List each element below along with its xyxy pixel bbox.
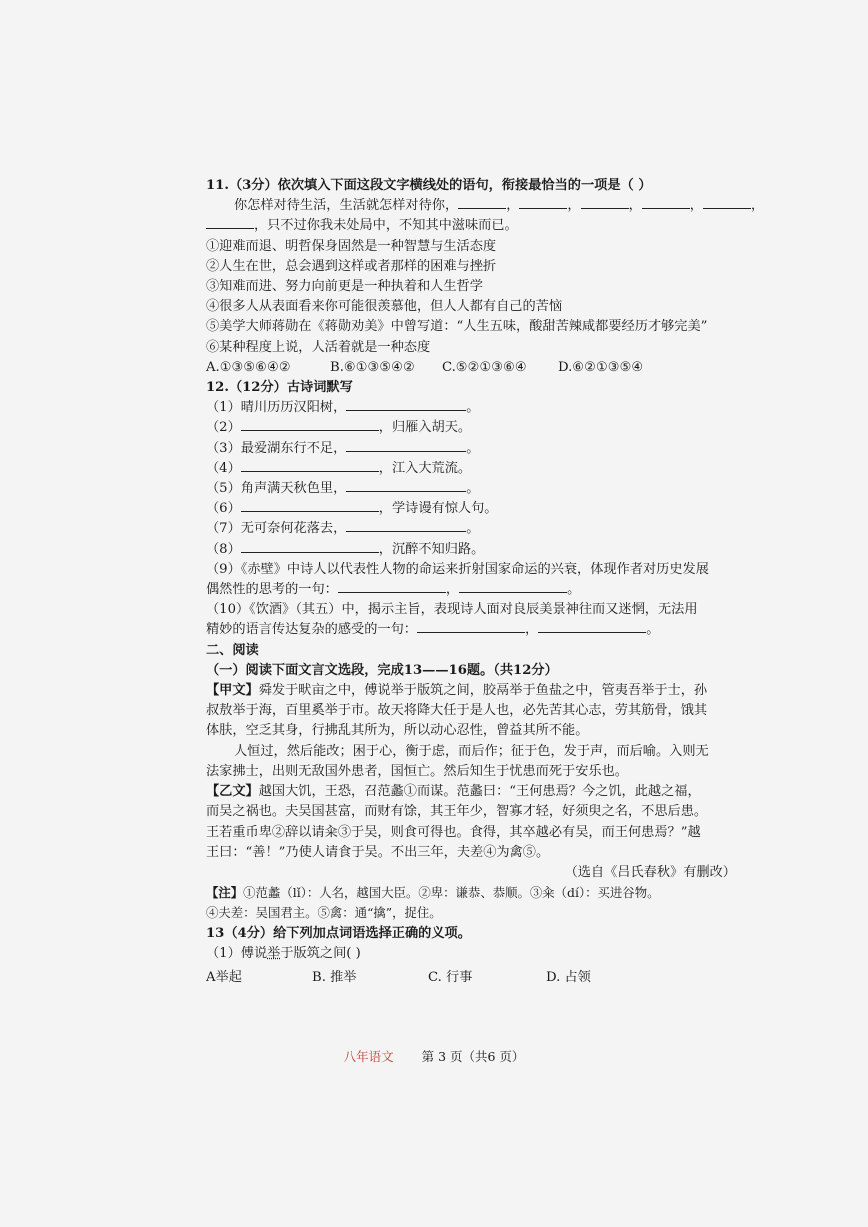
dotted-word: 举	[267, 945, 281, 961]
q11-item: ①迎难而退、明哲保身固然是一种智慧与生活态度	[206, 238, 497, 254]
subject-label: 八年语文	[343, 1049, 394, 1064]
q13-title: 13（4分）给下列加点词语选择正确的义项。	[206, 925, 471, 941]
subsection-heading: （一）阅读下面文言文选段，完成13——16题。（共12分）	[206, 662, 558, 678]
q11-item: ⑤美学大师蒋勋在《蒋勋劝美》中曾写道：“人生五味，酸甜苦辣咸都要经历才够完美”	[206, 319, 708, 335]
q12-item: （1）晴川历历汉阳树， 。	[206, 400, 480, 416]
jia-line: 体肤，空乏其身，行拂乱其所为，所以动心忍性，曾益其所不能。	[206, 723, 589, 739]
option-c[interactable]: C. 行事	[428, 969, 473, 985]
answer-blank[interactable]	[338, 580, 446, 593]
option-a[interactable]: A.①③⑤⑥④②	[206, 359, 291, 375]
answer-blank[interactable]	[346, 439, 466, 452]
page-number: 第 3 页（共6 页）	[421, 1049, 525, 1064]
q12-item: （8） ，沉醉不知归路。	[206, 541, 485, 557]
page-footer	[0, 1047, 868, 1065]
jia-line: 叔敖举于海，百里奚举于市。故天将降大任于是人也，必先苦其心志，劳其筋骨，饿其	[206, 703, 708, 719]
q12-item9-line2: 偶然性的思考的一句： ， 。	[206, 582, 581, 598]
q12-item: （7）无可奈何花落去， 。	[206, 521, 480, 537]
q13-item: （1）傅说举于版筑之间( )	[206, 945, 361, 961]
answer-blank[interactable]	[346, 398, 466, 411]
answer-blank[interactable]	[241, 499, 379, 512]
q12-item10-line2: 精妙的语言传达复杂的感受的一句： ， 。	[206, 622, 660, 638]
q11-options	[206, 358, 746, 378]
answer-blank[interactable]	[519, 196, 567, 209]
answer-blank[interactable]	[346, 479, 466, 492]
q11-item: ④很多人从表面看来你可能很羡慕他，但人人都有自己的苦恼	[206, 299, 563, 315]
q11-passage-line2: ，只不过你我未处局中，不知其中滋味而已。	[206, 216, 746, 236]
q13-options	[206, 968, 746, 988]
option-b[interactable]: B.⑥①③⑤④②	[330, 359, 415, 375]
q11-item: ⑥某种程度上说，人活着就是一种态度	[206, 339, 431, 355]
option-d[interactable]: D. 占领	[546, 969, 591, 985]
option-d[interactable]: D.⑥②①③⑤④	[558, 359, 644, 375]
answer-blank[interactable]	[458, 196, 506, 209]
answer-blank[interactable]	[538, 620, 646, 633]
option-c[interactable]: C.⑤②①③⑥④	[442, 359, 527, 375]
yi-line: 【乙文】越国大饥，王恐，召范蠡①而谋。范蠡曰：“王何患焉？今之饥，此越之福，	[206, 784, 701, 800]
q12-item: （5）角声满天秋色里， 。	[206, 481, 480, 497]
q12-title: 12.（12分）古诗词默写	[206, 380, 353, 396]
q11-item: ②人生在世，总会遇到这样或者那样的困难与挫折	[206, 258, 497, 274]
answer-blank[interactable]	[241, 459, 379, 472]
answer-blank[interactable]	[417, 620, 525, 633]
q11-title: 11.（3分）依次填入下面这段文字横线处的语句，衔接最恰当的一项是（ ）	[206, 178, 652, 193]
answer-blank[interactable]	[346, 519, 466, 532]
answer-blank[interactable]	[581, 196, 629, 209]
answer-blank[interactable]	[642, 196, 690, 209]
q11-item: ③知难而进、努力向前更是一种执着和人生哲学	[206, 279, 483, 295]
answer-blank[interactable]	[459, 580, 567, 593]
q11-passage-line1: 你怎样对待生活，生活就怎样对待你， ， ， ， ， ，	[234, 198, 765, 214]
note-line: 【注】①范蠡（lǐ）：人名，越国大臣。②卑：谦恭、恭顺。③籴（dí）：买进谷物。	[206, 885, 660, 901]
jia-line: 人恒过，然后能改；困于心，衡于虑，而后作；征于色，发于声，而后喻。入则无	[234, 743, 709, 759]
q12-item: （6） ，学诗谩有惊人句。	[206, 501, 498, 517]
note-line: ④夫差：吴国君主。⑤禽：通“擒”，捉住。	[206, 905, 442, 921]
jia-line: 【甲文】舜发于畎亩之中，傅说举于版筑之间，胶鬲举于鱼盐之中，管夷吾举于士，孙	[206, 683, 708, 699]
yi-line: 而吴之祸也。夫吴国甚富，而财有馀，其王年少，智寡才轻，好须臾之名，不思后患。	[206, 804, 708, 820]
answer-blank[interactable]	[241, 418, 379, 431]
jia-line: 法家拂士，出则无敌国外患者，国恒亡。然后知生于忧患而死于安乐也。	[206, 763, 628, 779]
yi-line: 王若重币卑②辞以请籴③于吴，则食可得也。食得，其卒越必有吴，而王何患焉？”越	[206, 824, 701, 840]
yi-line: 王曰：“善！”乃使人请食于吴。不出三年，夫差④为禽⑤。	[206, 844, 550, 860]
option-b[interactable]: B. 推举	[312, 969, 357, 985]
answer-blank[interactable]	[703, 196, 751, 209]
option-a[interactable]: A举起	[206, 969, 242, 985]
q12-item: （2） ，归雁入胡天。	[206, 420, 472, 436]
section-heading: 二、阅读	[206, 642, 259, 658]
q12-items	[206, 398, 746, 560]
page-content	[206, 176, 765, 988]
q12-item9-line1: （9）《赤壁》中诗人以代表性人物的命运来折射国家命运的兴衰，体现作者对历史发展	[206, 561, 709, 577]
q12-item: （4） ，江入大荒流。	[206, 460, 472, 476]
q12-item10-line1: （10）《饮酒》（其五）中，揭示主旨，表现诗人面对良辰美景神往而又迷惘，无法用	[206, 602, 698, 618]
source-citation: （选自《吕氏春秋》有删改）	[564, 864, 736, 880]
q12-item: （3）最爱湖东行不足， 。	[206, 440, 480, 456]
answer-blank[interactable]	[206, 216, 254, 229]
answer-blank[interactable]	[241, 540, 379, 553]
